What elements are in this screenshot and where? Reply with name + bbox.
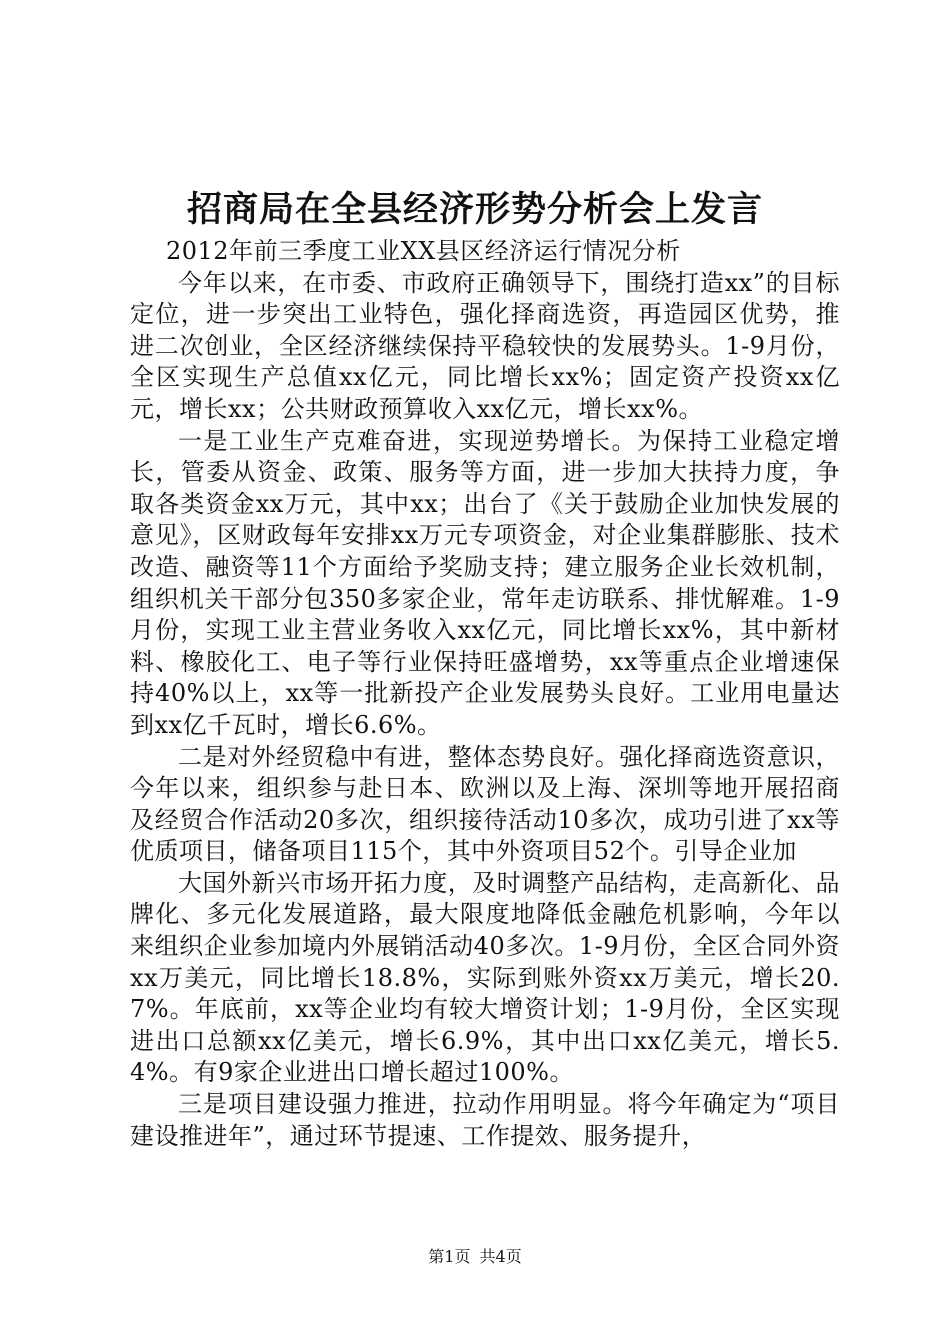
document-title: 招商局在全县经济形势分析会上发言 bbox=[186, 189, 763, 230]
paragraph-intro: 今年以来，在市委、市政府正确领导下，围绕打造xx”的目标定位，进一步突出工业特色，强化择商选资，再造园区优势，推进二次创业，全区经济继续保持平稳较快的发展势头。1-9月份，全区实现生产总值xx亿元，同比增长xx%；固定资产投资xx亿元，增长xx；公共财政预算收入xx亿元，增长xx%。 bbox=[130, 268, 840, 423]
page-footer bbox=[0, 1245, 950, 1269]
page-total: 共4页 bbox=[479, 1247, 522, 1266]
paragraph-foreign-trade: 二是对外经贸稳中有进，整体态势良好。强化择商选资意识，今年以来，组织参与赴日本、欧洲以及上海、深圳等地开展招商及经贸合作活动20多次，组织接待活动10多次，成功引进了xx等优质项目，储备项目115个，其中外资项目52个。引导企业加 bbox=[130, 742, 840, 866]
page-number: 第1页 bbox=[428, 1247, 471, 1266]
paragraph-projects: 三是项目建设强力推进，拉动作用明显。将今年确定为“项目建设推进年”，通过环节提速、工作提效、服务提升， bbox=[130, 1090, 840, 1150]
document-body bbox=[130, 236, 840, 1152]
paragraph-industry: 一是工业生产克难奋进，实现逆势增长。为保持工业稳定增长，管委从资金、政策、服务等方面，进一步加大扶持力度，争取各类资金xx万元，其中xx；出台了《关于鼓励企业加快发展的意见》，区财政每年安排xx万元专项资金，对企业集群膨胀、技术改造、融资等11个方面给予奖励支持；建立服务企业长效机制，组织机关干部分包350多家企业，常年走访联系、排忧解难。1-9月份，实现工业主营业务收入xx亿元，同比增长xx%，其中新材料、橡胶化工、电子等行业保持旺盛增势，xx等重点企业增速保持40%以上，xx等一批新投产企业发展势头良好。工业用电量达到xx亿千瓦时，增长6.6%。 bbox=[130, 426, 840, 739]
paragraph-foreign-trade-continued: 大国外新兴市场开拓力度，及时调整产品结构，走高新化、品牌化、多元化发展道路，最大限度地降低金融危机影响，今年以来组织企业参加境内外展销活动40多次。1-9月份，全区合同外资xx万美元，同比增长18.8%，实际到账外资xx万美元，增长20.7%。年底前，xx等企业均有较大增资计划；1-9月份，全区实现进出口总额xx亿美元，增长6.9%，其中出口xx亿美元，增长5.4%。有9家企业进出口增长超过100%。 bbox=[130, 868, 840, 1087]
report-subtitle: 2012年前三季度工业XX县区经济运行情况分析 bbox=[166, 237, 681, 265]
